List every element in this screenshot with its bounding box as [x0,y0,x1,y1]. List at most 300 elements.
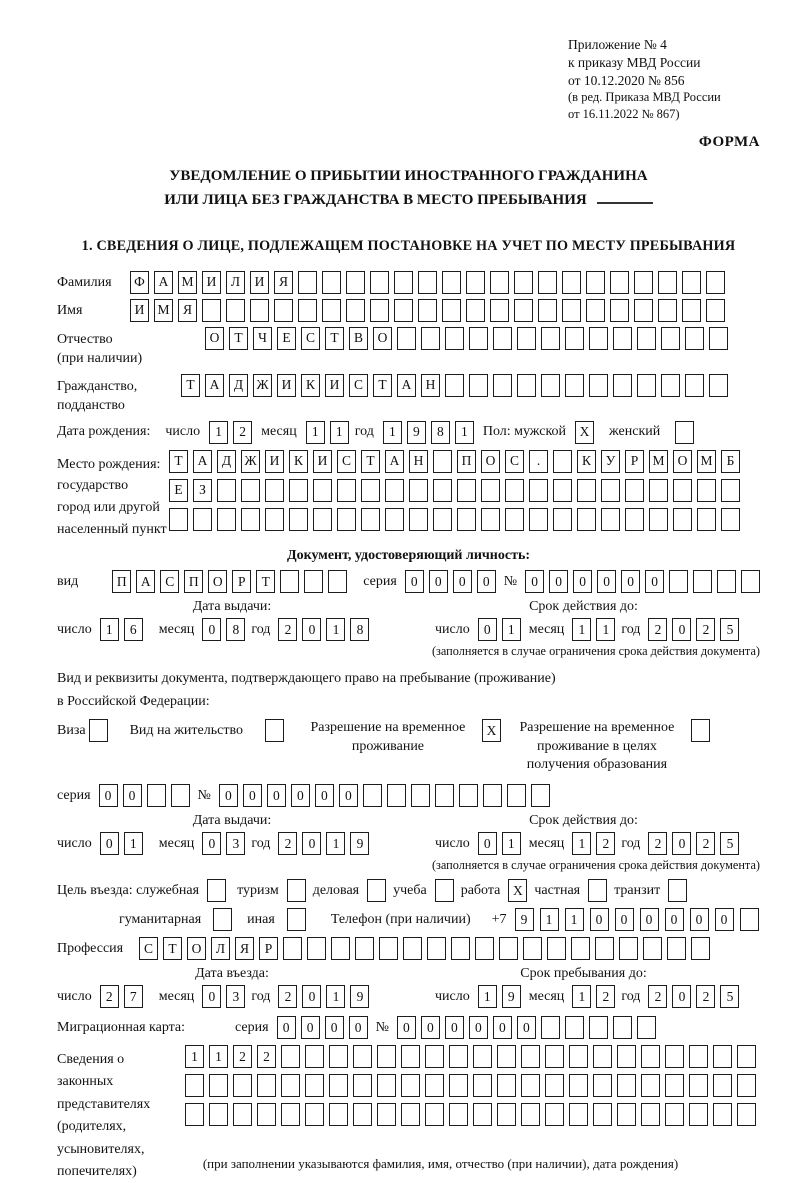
char-box[interactable] [435,784,454,807]
char-box[interactable] [601,479,620,502]
char-box[interactable] [669,570,688,593]
char-box[interactable] [241,479,260,502]
char-box[interactable]: 0 [99,784,118,807]
char-box[interactable] [514,299,533,322]
char-box[interactable] [541,1016,560,1039]
char-box[interactable] [521,1045,540,1068]
char-box[interactable]: 5 [720,985,739,1008]
char-box[interactable] [689,1045,708,1068]
char-box[interactable]: 0 [615,908,634,931]
char-box[interactable] [689,1103,708,1126]
char-box[interactable] [401,1103,420,1126]
char-box[interactable] [397,327,416,350]
char-box[interactable] [562,299,581,322]
char-box[interactable]: К [289,450,308,473]
char-box[interactable]: 0 [339,784,358,807]
char-box[interactable]: И [202,271,221,294]
char-box[interactable] [673,479,692,502]
char-box[interactable] [589,1016,608,1039]
char-box[interactable]: 1 [124,832,143,855]
char-box[interactable] [706,271,725,294]
char-box[interactable] [457,508,476,531]
char-box[interactable] [89,719,108,742]
char-box[interactable] [427,937,446,960]
char-box[interactable]: М [178,271,197,294]
char-box[interactable]: 1 [478,985,497,1008]
char-box[interactable] [481,508,500,531]
char-box[interactable]: 0 [202,832,221,855]
char-box[interactable]: Ч [253,327,272,350]
char-box[interactable]: С [505,450,524,473]
char-box[interactable] [233,1103,252,1126]
char-box[interactable] [433,450,452,473]
char-box[interactable]: X [575,421,594,444]
char-box[interactable]: 0 [469,1016,488,1039]
char-box[interactable] [637,1016,656,1039]
char-box[interactable] [619,937,638,960]
char-box[interactable] [685,374,704,397]
char-box[interactable]: О [187,937,206,960]
char-box[interactable] [697,479,716,502]
char-box[interactable] [493,374,512,397]
char-box[interactable] [685,327,704,350]
char-box[interactable] [442,299,461,322]
char-box[interactable]: 1 [540,908,559,931]
char-box[interactable] [353,1045,372,1068]
char-box[interactable] [287,879,306,902]
char-box[interactable] [385,479,404,502]
char-box[interactable] [473,1045,492,1068]
char-box[interactable] [497,1045,516,1068]
char-box[interactable]: 1 [326,832,345,855]
char-box[interactable]: 0 [405,570,424,593]
char-box[interactable]: 2 [596,832,615,855]
char-box[interactable] [185,1074,204,1097]
char-box[interactable] [610,299,629,322]
char-box[interactable]: 2 [648,618,667,641]
char-box[interactable] [547,937,566,960]
char-box[interactable]: 0 [277,1016,296,1039]
char-box[interactable] [497,1103,516,1126]
char-box[interactable]: X [482,719,501,742]
char-box[interactable] [217,479,236,502]
char-box[interactable]: Р [259,937,278,960]
char-box[interactable]: 2 [278,985,297,1008]
char-box[interactable] [442,271,461,294]
char-box[interactable] [370,271,389,294]
char-box[interactable] [740,908,759,931]
char-box[interactable] [595,937,614,960]
char-box[interactable]: С [301,327,320,350]
char-box[interactable]: М [649,450,668,473]
char-box[interactable]: П [112,570,131,593]
char-box[interactable] [613,327,632,350]
char-box[interactable] [637,327,656,350]
char-box[interactable] [209,1103,228,1126]
char-box[interactable] [377,1103,396,1126]
char-box[interactable]: 1 [572,618,591,641]
char-box[interactable] [241,508,260,531]
char-box[interactable] [562,271,581,294]
char-box[interactable] [499,937,518,960]
char-box[interactable] [625,479,644,502]
char-box[interactable] [281,1103,300,1126]
char-box[interactable] [445,374,464,397]
char-box[interactable]: 7 [124,985,143,1008]
char-box[interactable]: 0 [573,570,592,593]
char-box[interactable] [661,374,680,397]
char-box[interactable]: 6 [124,618,143,641]
char-box[interactable] [411,784,430,807]
char-box[interactable] [569,1045,588,1068]
char-box[interactable] [298,299,317,322]
char-box[interactable]: 0 [429,570,448,593]
char-box[interactable] [305,1103,324,1126]
char-box[interactable]: 0 [477,570,496,593]
char-box[interactable]: И [325,374,344,397]
char-box[interactable] [637,374,656,397]
char-box[interactable] [545,1103,564,1126]
char-box[interactable] [610,271,629,294]
char-box[interactable]: 0 [640,908,659,931]
char-box[interactable]: 1 [502,832,521,855]
char-box[interactable] [577,479,596,502]
char-box[interactable] [449,1045,468,1068]
char-box[interactable]: 0 [243,784,262,807]
char-box[interactable] [202,299,221,322]
char-box[interactable] [497,1074,516,1097]
char-box[interactable] [469,374,488,397]
char-box[interactable] [322,299,341,322]
char-box[interactable] [469,327,488,350]
char-box[interactable]: 5 [720,618,739,641]
char-box[interactable] [425,1074,444,1097]
char-box[interactable] [298,271,317,294]
char-box[interactable] [289,479,308,502]
char-box[interactable] [425,1045,444,1068]
char-box[interactable] [313,508,332,531]
char-box[interactable]: Т [163,937,182,960]
char-box[interactable] [361,508,380,531]
char-box[interactable]: 0 [672,985,691,1008]
char-box[interactable]: 0 [301,1016,320,1039]
char-box[interactable] [250,299,269,322]
char-box[interactable] [593,1074,612,1097]
char-box[interactable]: 0 [665,908,684,931]
char-box[interactable]: И [313,450,332,473]
char-box[interactable] [337,479,356,502]
char-box[interactable] [643,937,662,960]
char-box[interactable] [274,299,293,322]
char-box[interactable]: 1 [185,1045,204,1068]
char-box[interactable] [287,908,306,931]
char-box[interactable]: Т [229,327,248,350]
char-box[interactable] [682,271,701,294]
char-box[interactable] [353,1074,372,1097]
char-box[interactable] [265,479,284,502]
char-box[interactable]: 0 [453,570,472,593]
char-box[interactable] [490,299,509,322]
char-box[interactable]: 9 [515,908,534,931]
char-box[interactable] [713,1045,732,1068]
char-box[interactable] [553,450,572,473]
char-box[interactable] [658,299,677,322]
char-box[interactable]: А [385,450,404,473]
char-box[interactable]: . [529,450,548,473]
char-box[interactable]: Р [232,570,251,593]
char-box[interactable] [473,1103,492,1126]
char-box[interactable]: 0 [478,832,497,855]
char-box[interactable] [370,299,389,322]
char-box[interactable]: О [373,327,392,350]
char-box[interactable]: А [136,570,155,593]
char-box[interactable]: 1 [330,421,349,444]
char-box[interactable]: И [265,450,284,473]
char-box[interactable]: 2 [233,421,252,444]
char-box[interactable] [233,1074,252,1097]
char-box[interactable] [449,1103,468,1126]
char-box[interactable]: 1 [326,618,345,641]
char-box[interactable]: 1 [572,832,591,855]
char-box[interactable] [717,570,736,593]
char-box[interactable]: Я [274,271,293,294]
char-box[interactable] [617,1103,636,1126]
char-box[interactable]: 0 [549,570,568,593]
char-box[interactable] [147,784,166,807]
char-box[interactable] [329,1074,348,1097]
char-box[interactable]: 0 [597,570,616,593]
char-box[interactable] [541,374,560,397]
char-box[interactable]: Ж [241,450,260,473]
char-box[interactable] [307,937,326,960]
char-box[interactable]: 8 [350,618,369,641]
char-box[interactable]: Д [217,450,236,473]
char-box[interactable]: 1 [572,985,591,1008]
char-box[interactable]: 2 [596,985,615,1008]
char-box[interactable]: 1 [565,908,584,931]
char-box[interactable]: Т [169,450,188,473]
char-box[interactable]: А [193,450,212,473]
char-box[interactable]: 1 [100,618,119,641]
char-box[interactable] [625,508,644,531]
char-box[interactable] [377,1045,396,1068]
char-box[interactable] [553,508,572,531]
char-box[interactable]: А [154,271,173,294]
char-box[interactable] [493,327,512,350]
char-box[interactable] [409,479,428,502]
char-box[interactable] [665,1103,684,1126]
char-box[interactable] [617,1045,636,1068]
char-box[interactable]: 2 [648,832,667,855]
char-box[interactable]: 2 [648,985,667,1008]
char-box[interactable] [466,271,485,294]
char-box[interactable]: Л [226,271,245,294]
char-box[interactable] [641,1103,660,1126]
char-box[interactable] [545,1045,564,1068]
char-box[interactable]: 0 [219,784,238,807]
char-box[interactable] [689,1074,708,1097]
char-box[interactable]: В [349,327,368,350]
char-box[interactable] [571,937,590,960]
char-box[interactable]: 0 [690,908,709,931]
char-box[interactable]: Я [178,299,197,322]
char-box[interactable] [741,570,760,593]
char-box[interactable] [387,784,406,807]
char-box[interactable]: 0 [267,784,286,807]
char-box[interactable] [601,508,620,531]
char-box[interactable]: 9 [350,985,369,1008]
char-box[interactable] [565,327,584,350]
char-box[interactable]: 0 [525,570,544,593]
char-box[interactable] [593,1045,612,1068]
char-box[interactable] [425,1103,444,1126]
char-box[interactable] [329,1045,348,1068]
char-box[interactable] [403,937,422,960]
char-box[interactable] [379,937,398,960]
char-box[interactable] [451,937,470,960]
char-box[interactable] [721,479,740,502]
char-box[interactable] [673,508,692,531]
char-box[interactable] [565,1016,584,1039]
char-box[interactable]: 0 [302,985,321,1008]
char-box[interactable]: О [481,450,500,473]
char-box[interactable] [577,508,596,531]
char-box[interactable]: X [508,879,527,902]
char-box[interactable] [665,1074,684,1097]
char-box[interactable]: 0 [302,618,321,641]
char-box[interactable]: 0 [123,784,142,807]
char-box[interactable]: Н [421,374,440,397]
char-box[interactable]: Л [211,937,230,960]
char-box[interactable] [217,508,236,531]
char-box[interactable]: 0 [493,1016,512,1039]
char-box[interactable]: М [154,299,173,322]
char-box[interactable] [401,1074,420,1097]
char-box[interactable] [586,299,605,322]
char-box[interactable] [713,1103,732,1126]
char-box[interactable]: 0 [397,1016,416,1039]
char-box[interactable] [257,1103,276,1126]
char-box[interactable] [226,299,245,322]
char-box[interactable]: 0 [302,832,321,855]
char-box[interactable]: 0 [325,1016,344,1039]
char-box[interactable] [409,508,428,531]
char-box[interactable] [538,271,557,294]
char-box[interactable] [171,784,190,807]
char-box[interactable]: 0 [349,1016,368,1039]
char-box[interactable] [213,908,232,931]
char-box[interactable] [569,1074,588,1097]
char-box[interactable] [737,1103,756,1126]
char-box[interactable] [475,937,494,960]
char-box[interactable] [281,1045,300,1068]
char-box[interactable] [641,1074,660,1097]
char-box[interactable] [304,570,323,593]
char-box[interactable] [169,508,188,531]
char-box[interactable]: 1 [306,421,325,444]
char-box[interactable]: У [601,450,620,473]
char-box[interactable] [401,1045,420,1068]
char-box[interactable] [617,1074,636,1097]
char-box[interactable]: 1 [326,985,345,1008]
char-box[interactable]: 1 [209,421,228,444]
char-box[interactable] [418,271,437,294]
char-box[interactable]: Ж [253,374,272,397]
char-box[interactable] [193,508,212,531]
char-box[interactable] [589,374,608,397]
char-box[interactable]: Е [277,327,296,350]
char-box[interactable]: 0 [315,784,334,807]
char-box[interactable]: К [577,450,596,473]
char-box[interactable] [283,937,302,960]
char-box[interactable]: Б [721,450,740,473]
char-box[interactable] [634,271,653,294]
char-box[interactable]: 2 [233,1045,252,1068]
char-box[interactable]: Р [625,450,644,473]
char-box[interactable]: 3 [226,832,245,855]
char-box[interactable] [521,1074,540,1097]
char-box[interactable] [394,271,413,294]
char-box[interactable] [586,271,605,294]
title-blank-underline[interactable] [597,190,653,204]
char-box[interactable]: 2 [696,985,715,1008]
char-box[interactable] [517,374,536,397]
char-box[interactable]: 2 [278,618,297,641]
char-box[interactable] [367,879,386,902]
char-box[interactable]: Т [361,450,380,473]
char-box[interactable] [305,1045,324,1068]
char-box[interactable] [281,1074,300,1097]
char-box[interactable] [209,1074,228,1097]
char-box[interactable] [457,479,476,502]
char-box[interactable] [363,784,382,807]
char-box[interactable]: О [673,450,692,473]
char-box[interactable] [569,1103,588,1126]
char-box[interactable] [377,1074,396,1097]
char-box[interactable] [641,1045,660,1068]
char-box[interactable] [346,299,365,322]
char-box[interactable]: О [208,570,227,593]
char-box[interactable] [545,1074,564,1097]
char-box[interactable] [313,479,332,502]
char-box[interactable]: 1 [455,421,474,444]
char-box[interactable]: Т [373,374,392,397]
char-box[interactable]: Ф [130,271,149,294]
char-box[interactable] [421,327,440,350]
char-box[interactable]: А [205,374,224,397]
char-box[interactable] [721,508,740,531]
char-box[interactable] [505,479,524,502]
char-box[interactable] [435,879,454,902]
char-box[interactable] [361,479,380,502]
char-box[interactable] [667,937,686,960]
char-box[interactable] [697,508,716,531]
char-box[interactable]: 9 [407,421,426,444]
char-box[interactable] [691,719,710,742]
char-box[interactable]: С [160,570,179,593]
char-box[interactable] [322,271,341,294]
char-box[interactable]: 0 [590,908,609,931]
char-box[interactable]: П [184,570,203,593]
char-box[interactable] [706,299,725,322]
char-box[interactable] [634,299,653,322]
char-box[interactable] [280,570,299,593]
char-box[interactable] [329,1103,348,1126]
char-box[interactable]: Т [181,374,200,397]
char-box[interactable] [185,1103,204,1126]
char-box[interactable]: Я [235,937,254,960]
char-box[interactable]: 0 [100,832,119,855]
